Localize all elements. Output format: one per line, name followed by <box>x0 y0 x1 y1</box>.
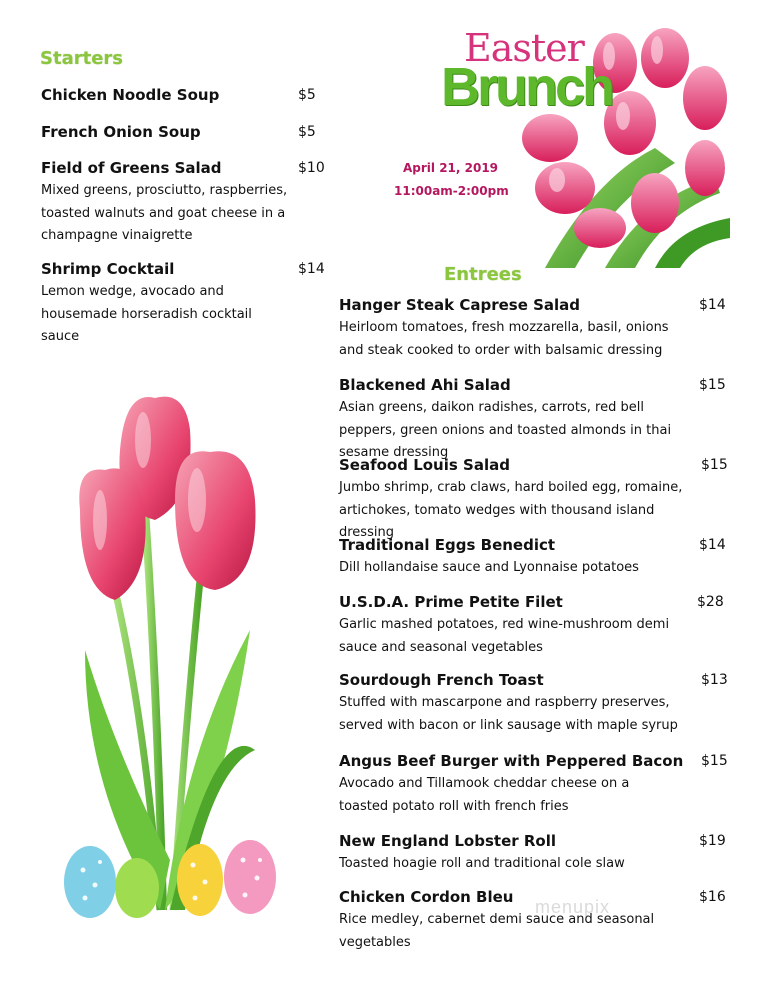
entree-item-name: Chicken Cordon Bleu <box>339 888 514 906</box>
entree-item-description: Toasted hoagie roll and traditional cole slaw <box>339 856 625 871</box>
entree-item-description: Heirloom tomatoes, fresh mozzarella, basil, onions and steak cooked to order with balsamic dressing <box>339 320 669 358</box>
entree-item-price: $16 <box>699 889 726 905</box>
entree-item-description: Asian greens, daikon radishes, carrots, red bell peppers, green onions and toasted almonds in thai sesame dressing <box>339 400 672 460</box>
starter-item-name: Chicken Noodle Soup <box>41 86 220 104</box>
watermark: menupix <box>535 897 611 917</box>
entree-item-description: Dill hollandaise sauce and Lyonnaise potatoes <box>339 560 639 575</box>
entrees-heading: Entrees <box>444 264 522 285</box>
tulips-and-eggs-image <box>45 390 295 930</box>
brunch-title-easter: Easter <box>464 26 584 70</box>
starter-item-price: $5 <box>298 124 316 140</box>
entree-item-price: $13 <box>701 672 728 688</box>
starters-heading: Starters <box>40 48 123 69</box>
entree-item-description: Jumbo shrimp, crab claws, hard boiled egg, romaine, artichokes, tomato wedges with thousand island dressing <box>339 480 683 540</box>
entree-item-price: $15 <box>701 753 728 769</box>
starter-item-price: $14 <box>298 261 325 277</box>
entree-item-price: $14 <box>699 537 726 553</box>
starter-item-price: $5 <box>298 87 316 103</box>
starter-item-price: $10 <box>298 160 325 176</box>
starter-item-description: Mixed greens, prosciutto, raspberries, toasted walnuts and goat cheese in a champagne vinaigrette <box>41 183 288 243</box>
entree-item-description: Garlic mashed potatoes, red wine-mushroom demi sauce and seasonal vegetables <box>339 617 670 655</box>
entree-item-price: $15 <box>701 457 728 473</box>
entree-item-name: Traditional Eggs Benedict <box>339 536 556 554</box>
entree-item-name: Sourdough French Toast <box>339 671 544 689</box>
entree-item-price: $19 <box>699 833 726 849</box>
starter-item-description: Lemon wedge, avocado and housemade horseradish cocktail sauce <box>41 284 252 344</box>
entree-item-name: Angus Beef Burger with Peppered Bacon <box>339 752 684 770</box>
starter-item-name: Field of Greens Salad <box>41 159 222 177</box>
brunch-title-brunch: Brunch <box>441 57 612 117</box>
starter-item-name: Shrimp Cocktail <box>41 260 175 278</box>
entree-item-name: New England Lobster Roll <box>339 832 557 850</box>
entree-item-description: Stuffed with mascarpone and raspberry preserves, served with bacon or link sausage with maple syrup <box>339 695 678 733</box>
event-date: April 21, 2019 <box>403 161 499 175</box>
entree-item-name: Seafood Louis Salad <box>339 456 510 474</box>
entree-item-name: Hanger Steak Caprese Salad <box>339 296 581 314</box>
entree-item-name: U.S.D.A. Prime Petite Filet <box>339 593 563 611</box>
entree-item-price: $15 <box>699 377 726 393</box>
entree-item-description: Rice medley, cabernet demi sauce and seasonal vegetables <box>339 912 655 950</box>
entree-item-name: Blackened Ahi Salad <box>339 376 511 394</box>
starter-item-name: French Onion Soup <box>41 123 201 141</box>
entree-item-price: $28 <box>697 594 724 610</box>
event-time: 11:00am-2:00pm <box>394 184 509 198</box>
entree-item-description: Avocado and Tillamook cheddar cheese on a toasted potato roll with french fries <box>339 776 630 814</box>
entree-item-price: $14 <box>699 297 726 313</box>
